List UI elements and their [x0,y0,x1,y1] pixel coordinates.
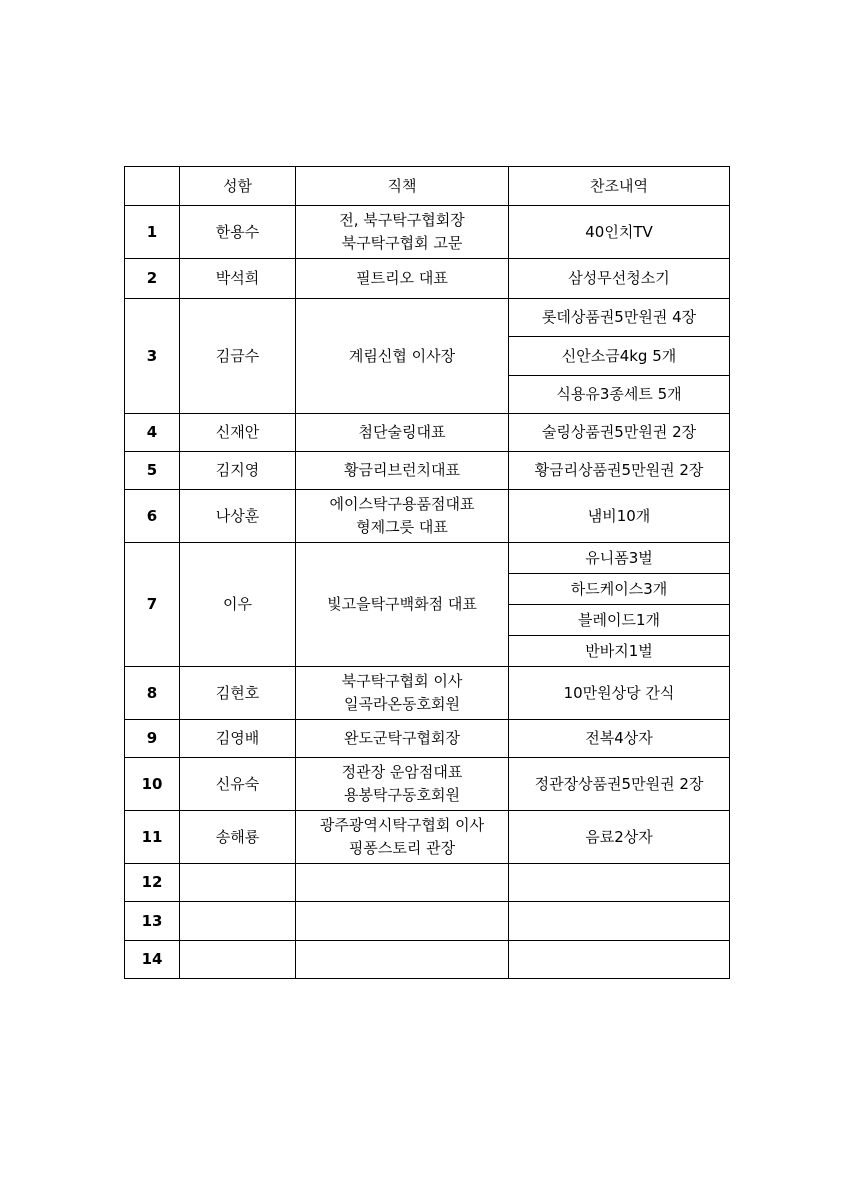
position-line: 핑퐁스토리 관장 [348,839,456,857]
header-donation: 찬조내역 [509,167,730,206]
row-number: 8 [125,667,180,720]
donation-item [509,941,730,979]
donation-item: 식용유3종세트 5개 [509,376,730,414]
table-row [125,206,730,259]
position-line: 일곡라온동호회원 [344,695,460,713]
table-row [125,667,730,720]
donor-name [180,941,296,979]
position-line: 광주광역시탁구협회 이사 [319,816,485,834]
row-number: 13 [125,902,180,941]
row-number: 12 [125,864,180,902]
header-name: 성함 [180,167,296,206]
donor-position [296,941,509,979]
table-row [125,543,730,574]
header-row [125,167,730,206]
table-row [125,452,730,490]
position-line: 형제그릇 대표 [356,518,448,536]
donation-item: 유니폼3벌 [509,543,730,574]
donor-name [180,902,296,941]
table-row [125,902,730,941]
donor-name: 송해룡 [180,811,296,864]
position-line: 필트리오 대표 [356,269,448,287]
table-row [125,864,730,902]
donation-item: 황금리상품권5만원권 2장 [509,452,730,490]
donor-name: 박석희 [180,259,296,299]
position-line: 에이스탁구용품점대표 [329,495,475,513]
table-row [125,490,730,543]
position-line: 북구탁구협회 이사 [341,672,463,690]
row-number: 5 [125,452,180,490]
donor-name: 이우 [180,543,296,667]
donation-item: 반바지1벌 [509,636,730,667]
row-number: 1 [125,206,180,259]
donation-item: 전복4상자 [509,720,730,758]
donation-item: 삼성무선청소기 [509,259,730,299]
donor-position [296,864,509,902]
donor-name [180,864,296,902]
table-row [125,299,730,337]
donor-name: 김영배 [180,720,296,758]
donation-item [509,864,730,902]
position-line: 전, 북구탁구협회장 [339,211,465,229]
row-number: 7 [125,543,180,667]
position-line: 계림신협 이사장 [348,346,456,365]
header-position: 직책 [296,167,509,206]
donation-item: 10만원상당 간식 [509,667,730,720]
donor-name: 한용수 [180,206,296,259]
row-number: 4 [125,414,180,452]
donation-item: 냄비10개 [509,490,730,543]
donor-position [296,490,509,543]
position-line: 용봉탁구동호회원 [344,786,460,804]
donation-item [509,902,730,941]
row-number: 9 [125,720,180,758]
donor-name: 나상훈 [180,490,296,543]
donor-position [296,452,509,490]
table-row [125,720,730,758]
donation-item: 40인치TV [509,206,730,259]
donation-item: 롯데상품권5만원권 4장 [509,299,730,337]
row-number: 2 [125,259,180,299]
position-line: 북구탁구협회 고문 [341,234,463,252]
donation-item: 술링상품권5만원권 2장 [509,414,730,452]
donation-item: 음료2상자 [509,811,730,864]
row-number: 11 [125,811,180,864]
position-line: 완도군탁구협회장 [344,729,460,747]
donor-name: 신유숙 [180,758,296,811]
donor-name: 김지영 [180,452,296,490]
donor-position [296,259,509,299]
donor-name: 신재안 [180,414,296,452]
donation-item: 신안소금4kg 5개 [509,337,730,376]
donor-position [296,758,509,811]
donor-position [296,543,509,667]
donation-item: 정관장상품권5만원권 2장 [509,758,730,811]
table-row [125,941,730,979]
donor-position [296,720,509,758]
donor-position [296,811,509,864]
position-line: 빛고을탁구백화점 대표 [327,595,477,613]
table-row [125,811,730,864]
donor-name: 김금수 [180,299,296,414]
table-row [125,758,730,811]
donor-position [296,206,509,259]
row-number: 3 [125,299,180,414]
donor-position [296,299,509,414]
table-row [125,259,730,299]
position-line: 황금리브런치대표 [344,461,460,479]
row-number: 10 [125,758,180,811]
row-number: 6 [125,490,180,543]
position-line: 정관장 운암점대표 [341,763,463,781]
donor-position [296,414,509,452]
position-line: 첨단술링대표 [358,423,446,441]
donor-position [296,902,509,941]
header-no [125,167,180,206]
table-row [125,414,730,452]
donor-table [124,166,730,979]
donor-position [296,667,509,720]
donation-item: 블레이드1개 [509,605,730,636]
donor-name: 김현호 [180,667,296,720]
donation-item: 하드케이스3개 [509,574,730,605]
row-number: 14 [125,941,180,979]
